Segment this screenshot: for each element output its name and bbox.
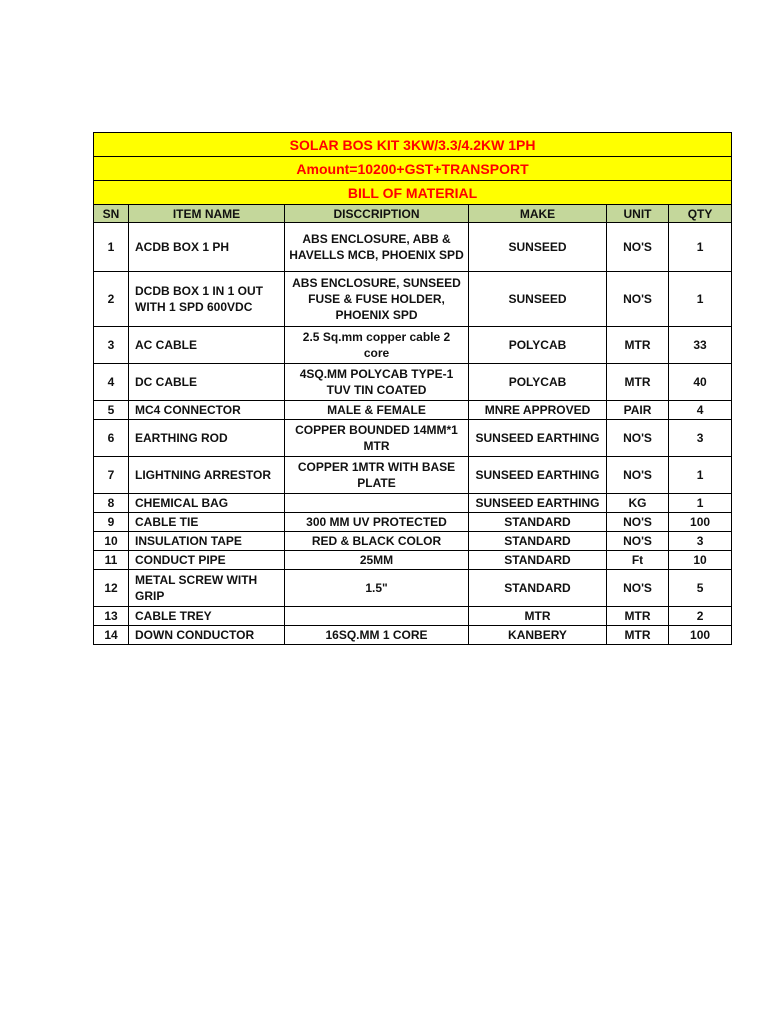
column-header-sn: SN [94, 205, 129, 223]
cell-description: COPPER BOUNDED 14MM*1 MTR [285, 420, 469, 457]
cell-description: 2.5 Sq.mm copper cable 2 core [285, 327, 469, 364]
cell-item-name: MC4 CONNECTOR [129, 401, 285, 420]
cell-item-name: EARTHING ROD [129, 420, 285, 457]
cell-description: 4SQ.MM POLYCAB TYPE-1 TUV TIN COATED [285, 364, 469, 401]
cell-description: MALE & FEMALE [285, 401, 469, 420]
cell-description: RED & BLACK COLOR [285, 532, 469, 551]
table-row [94, 626, 732, 645]
cell-make: STANDARD [469, 570, 607, 607]
column-header-qty: QTY [669, 205, 732, 223]
cell-sn: 10 [94, 532, 129, 551]
cell-qty: 3 [669, 420, 732, 457]
cell-item-name: CABLE TIE [129, 513, 285, 532]
cell-unit: NO'S [607, 223, 669, 272]
table-row [94, 364, 732, 401]
cell-item-name: CABLE TREY [129, 607, 285, 626]
column-header-make: MAKE [469, 205, 607, 223]
cell-make: SUNSEED [469, 272, 607, 327]
table-row [94, 494, 732, 513]
cell-sn: 4 [94, 364, 129, 401]
table-row [94, 607, 732, 626]
table-row [94, 272, 732, 327]
cell-item-name: DC CABLE [129, 364, 285, 401]
cell-item-name: CHEMICAL BAG [129, 494, 285, 513]
cell-description: ABS ENCLOSURE, SUNSEED FUSE & FUSE HOLDER, PHOENIX SPD [285, 272, 469, 327]
cell-item-name: LIGHTNING ARRESTOR [129, 457, 285, 494]
table-row [94, 532, 732, 551]
cell-item-name: ACDB BOX 1 PH [129, 223, 285, 272]
cell-unit: NO'S [607, 272, 669, 327]
cell-sn: 13 [94, 607, 129, 626]
cell-qty: 5 [669, 570, 732, 607]
cell-item-name: CONDUCT PIPE [129, 551, 285, 570]
amount-row [94, 157, 732, 181]
table-row [94, 570, 732, 607]
column-header-item-name: ITEM NAME [129, 205, 285, 223]
sheet-subtitle: BILL OF MATERIAL [94, 181, 732, 205]
table-row [94, 223, 732, 272]
cell-make: SUNSEED [469, 223, 607, 272]
cell-make: STANDARD [469, 513, 607, 532]
cell-qty: 100 [669, 513, 732, 532]
cell-sn: 6 [94, 420, 129, 457]
cell-description: 25MM [285, 551, 469, 570]
table-row [94, 420, 732, 457]
table-row [94, 551, 732, 570]
cell-item-name: METAL SCREW WITH GRIP [129, 570, 285, 607]
cell-unit: MTR [607, 607, 669, 626]
cell-description: COPPER 1MTR WITH BASE PLATE [285, 457, 469, 494]
column-header-description: DISCCRIPTION [285, 205, 469, 223]
subtitle-row [94, 181, 732, 205]
cell-make: STANDARD [469, 551, 607, 570]
cell-make: STANDARD [469, 532, 607, 551]
table-row [94, 513, 732, 532]
cell-unit: NO'S [607, 532, 669, 551]
cell-description: ABS ENCLOSURE, ABB & HAVELLS MCB, PHOENIX SPD [285, 223, 469, 272]
cell-unit: NO'S [607, 570, 669, 607]
cell-sn: 1 [94, 223, 129, 272]
cell-make: SUNSEED EARTHING [469, 420, 607, 457]
cell-description: 1.5" [285, 570, 469, 607]
cell-unit: NO'S [607, 420, 669, 457]
title-row [94, 133, 732, 157]
cell-make: MNRE APPROVED [469, 401, 607, 420]
cell-unit: MTR [607, 327, 669, 364]
cell-qty: 4 [669, 401, 732, 420]
cell-make: KANBERY [469, 626, 607, 645]
cell-make: SUNSEED EARTHING [469, 494, 607, 513]
cell-make: MTR [469, 607, 607, 626]
cell-qty: 1 [669, 494, 732, 513]
table-row [94, 401, 732, 420]
cell-sn: 2 [94, 272, 129, 327]
cell-make: POLYCAB [469, 364, 607, 401]
cell-sn: 11 [94, 551, 129, 570]
cell-sn: 5 [94, 401, 129, 420]
cell-unit: NO'S [607, 457, 669, 494]
cell-qty: 10 [669, 551, 732, 570]
cell-unit: NO'S [607, 513, 669, 532]
cell-make: POLYCAB [469, 327, 607, 364]
table-row [94, 327, 732, 364]
cell-description: 16SQ.MM 1 CORE [285, 626, 469, 645]
cell-item-name: INSULATION TAPE [129, 532, 285, 551]
cell-item-name: DCDB BOX 1 IN 1 OUT WITH 1 SPD 600VDC [129, 272, 285, 327]
cell-sn: 7 [94, 457, 129, 494]
cell-description [285, 494, 469, 513]
cell-sn: 14 [94, 626, 129, 645]
cell-qty: 2 [669, 607, 732, 626]
column-header-row [94, 205, 732, 223]
cell-sn: 9 [94, 513, 129, 532]
bill-of-material-sheet [93, 132, 731, 645]
cell-description [285, 607, 469, 626]
cell-qty: 33 [669, 327, 732, 364]
cell-unit: MTR [607, 626, 669, 645]
cell-unit: Ft [607, 551, 669, 570]
cell-unit: PAIR [607, 401, 669, 420]
column-header-unit: UNIT [607, 205, 669, 223]
cell-unit: KG [607, 494, 669, 513]
cell-qty: 100 [669, 626, 732, 645]
cell-qty: 1 [669, 457, 732, 494]
cell-make: SUNSEED EARTHING [469, 457, 607, 494]
cell-qty: 40 [669, 364, 732, 401]
amount-text: Amount=10200+GST+TRANSPORT [94, 157, 732, 181]
cell-qty: 3 [669, 532, 732, 551]
cell-unit: MTR [607, 364, 669, 401]
cell-sn: 3 [94, 327, 129, 364]
cell-qty: 1 [669, 223, 732, 272]
cell-qty: 1 [669, 272, 732, 327]
cell-description: 300 MM UV PROTECTED [285, 513, 469, 532]
cell-item-name: DOWN CONDUCTOR [129, 626, 285, 645]
cell-sn: 12 [94, 570, 129, 607]
sheet-title: SOLAR BOS KIT 3KW/3.3/4.2KW 1PH [94, 133, 732, 157]
table-row [94, 457, 732, 494]
cell-item-name: AC CABLE [129, 327, 285, 364]
bom-table [93, 132, 732, 645]
cell-sn: 8 [94, 494, 129, 513]
